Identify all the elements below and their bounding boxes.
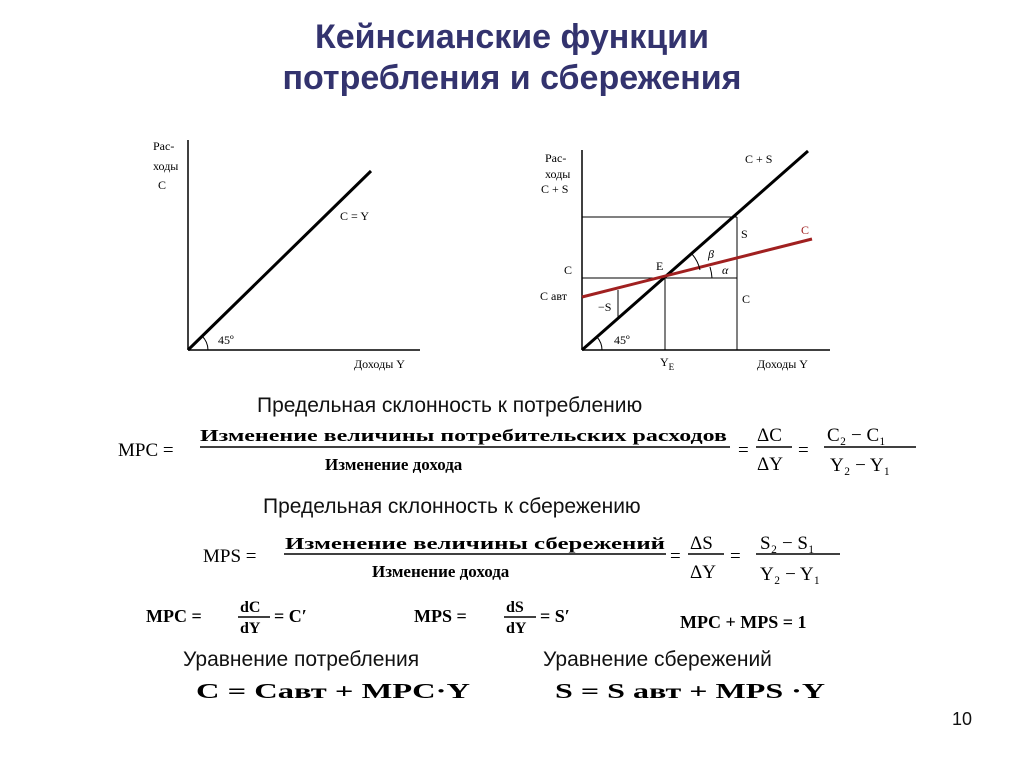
page-title-line-2: потребления и сбережения: [282, 59, 742, 97]
right-45-degree-line: [582, 151, 808, 350]
mps-diff-num: S₂ − S₁: [760, 533, 815, 554]
savings-eq-heading: Уравнение сбережений: [543, 648, 772, 671]
mps-numerator: Изменение величины сбережений: [285, 534, 666, 553]
mps-heading: Предельная склонность к сбережению: [263, 495, 641, 518]
left-y-label-3: C: [158, 178, 167, 192]
right-y-label-2: ходы: [545, 167, 571, 181]
mps-delta-num: ΔS: [690, 533, 713, 554]
left-line-label: C = Y: [340, 209, 369, 223]
mpc-eq2: =: [798, 440, 809, 461]
deriv-mps-lhs: MPS =: [414, 606, 467, 626]
left-y-label-2: ходы: [153, 159, 179, 173]
right-y-label-3: C + S: [541, 182, 569, 196]
deriv-mps-num: dS: [506, 599, 524, 616]
mps-denominator: Изменение дохода: [372, 562, 510, 581]
right-ye-label: [660, 355, 675, 372]
mps-formula: [203, 533, 840, 585]
mpc-eq1: =: [738, 440, 749, 461]
right-x-label: Доходы Y: [757, 357, 808, 371]
mpc-formula: [118, 425, 916, 476]
left-x-label: Доходы Y: [354, 357, 405, 371]
mpc-lhs: MPC =: [118, 440, 174, 461]
right-minus-s-label: −S: [598, 300, 612, 314]
right-ye-sub: E: [668, 362, 675, 372]
mps-eq2: =: [730, 546, 741, 567]
right-angle-arc-alpha: [710, 267, 712, 278]
deriv-mps-rhs: = S′: [540, 606, 570, 626]
right-angle-label: 45º: [614, 333, 630, 347]
right-c-left-label: C: [564, 263, 573, 277]
left-y-label-1: Рас-: [153, 139, 175, 153]
mps-lhs: MPS =: [203, 546, 257, 567]
deriv-mpc-rhs: = C′: [274, 606, 307, 626]
right-e-label: E: [656, 259, 664, 273]
right-ye-main: Y: [660, 355, 669, 369]
consumption-eq-heading: Уравнение потребления: [183, 648, 420, 671]
savings-equation: S = S авт + MPS ·Y: [555, 679, 825, 703]
right-s-label: S: [741, 227, 748, 241]
right-alpha-label: α: [722, 263, 729, 277]
right-c-avt-label: C авт: [540, 289, 567, 303]
mpc-heading: Предельная склонность к потреблению: [257, 394, 643, 417]
mpc-delta-den: ΔY: [757, 454, 783, 475]
right-line-label: C + S: [745, 152, 773, 166]
mpc-delta-num: ΔC: [757, 425, 782, 446]
consumption-equation: C = Cавт + MPC·Y: [196, 679, 470, 703]
deriv-mpc-lhs: MPC =: [146, 606, 202, 626]
deriv-mpc-num: dC: [240, 599, 261, 616]
page-number: 10: [951, 709, 972, 729]
deriv-mps: [414, 599, 570, 637]
mps-diff-den: Y₂ − Y₁: [760, 564, 821, 585]
deriv-mpc: [146, 599, 307, 637]
right-c-lower-label: C: [742, 292, 751, 306]
mps-delta-den: ΔY: [690, 562, 716, 583]
mpc-diff-den: Y₂ − Y₁: [830, 455, 891, 476]
mps-eq1: =: [670, 546, 681, 567]
left-45-degree-line: [188, 171, 371, 350]
mpc-diff-num: C₂ − C₁: [827, 425, 886, 446]
right-consumption-label: C: [801, 223, 810, 237]
right-chart: [540, 150, 830, 372]
left-angle-arc: [202, 336, 208, 350]
sum-identity: MPC + MPS = 1: [680, 612, 807, 632]
deriv-mps-den: dY: [506, 620, 527, 637]
mpc-numerator: Изменение величины потребительских расходов: [200, 426, 727, 445]
right-y-label-1: Рас-: [545, 151, 567, 165]
right-angle-arc-45: [597, 337, 602, 350]
left-chart: [153, 139, 420, 371]
page-title-line-1: Кейнсианские функции: [314, 18, 709, 56]
right-beta-label: β: [708, 247, 714, 261]
left-angle-label: 45º: [218, 333, 234, 347]
mpc-denominator: Изменение дохода: [325, 455, 463, 474]
deriv-mpc-den: dY: [240, 620, 261, 637]
